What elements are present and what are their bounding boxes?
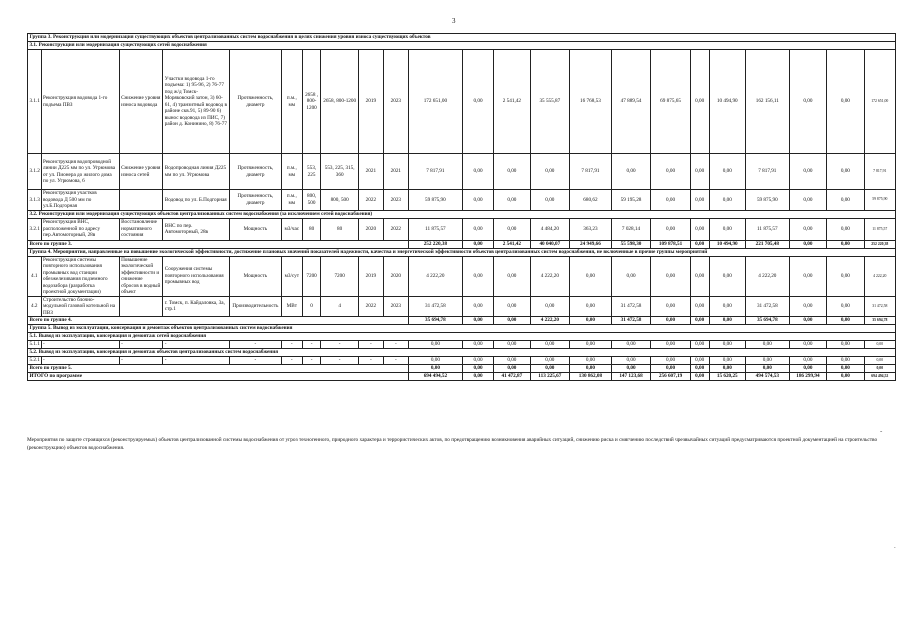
table-cell: 0,00 — [570, 296, 612, 317]
table-cell: 0,00 — [745, 341, 789, 349]
table-cell: 2022 — [383, 218, 408, 240]
total-cell: 0,00 — [864, 365, 895, 373]
total-cell: 41 472,87 — [494, 373, 530, 381]
total-cell: 31 472,58 — [611, 317, 651, 325]
total-label: Всего по группе 4. — [28, 317, 409, 325]
table-cell: г. Томск, п. Кайдаловка, 3а, стр.1 — [163, 296, 230, 317]
table-cell: 0,00 — [651, 341, 691, 349]
table-cell: 0,00 — [651, 218, 691, 240]
group-heading-row — [28, 349, 896, 357]
table-cell: 0,00 — [709, 256, 745, 296]
total-cell: 24 949,66 — [570, 240, 612, 248]
table-cell: 2023 — [383, 50, 408, 154]
table-row — [28, 357, 896, 365]
table-cell: 7 817,91 — [408, 154, 462, 190]
table-cell: 0,00 — [827, 341, 864, 349]
table-cell: 0,00 — [789, 256, 826, 296]
table-cell: 3.1.3 — [28, 190, 42, 211]
table-cell: 0,00 — [651, 154, 691, 190]
table-cell: Производительность — [229, 296, 281, 317]
total-cell: 0,00 — [690, 240, 709, 248]
table-cell: 4 222,20 — [530, 256, 570, 296]
total-cell: 694 494,52 — [864, 373, 895, 381]
table-cell: 0,00 — [570, 341, 612, 349]
total-cell: 0,00 — [709, 365, 745, 373]
total-label: Всего по группе 5. — [28, 365, 409, 373]
table-cell: 31 472,58 — [611, 296, 651, 317]
table-cell: 0,00 — [690, 218, 709, 240]
table-row — [28, 256, 896, 296]
table-cell: 2023 — [383, 296, 408, 317]
total-row — [28, 373, 896, 381]
table-cell: 0,00 — [789, 341, 826, 349]
total-cell: 0,00 — [709, 317, 745, 325]
group-heading-row — [28, 248, 896, 256]
table-cell: 0,00 — [789, 190, 826, 211]
table-cell: ВНС по пер. Автомоторный, 28в — [163, 218, 230, 240]
table-cell: 59 195,28 — [611, 190, 651, 211]
table-cell: 0,00 — [611, 357, 651, 365]
table-cell: 69 875,65 — [651, 50, 691, 154]
table-cell: 0,00 — [827, 154, 864, 190]
table-cell: 0,00 — [570, 256, 612, 296]
table-cell: 31 472,58 — [864, 296, 895, 317]
table-cell: 0,00 — [570, 357, 612, 365]
table-cell: 0,00 — [709, 154, 745, 190]
total-row — [28, 365, 896, 373]
total-cell: 0,00 — [462, 373, 493, 381]
table-cell: 47 889,54 — [611, 50, 651, 154]
table-cell: 0,00 — [690, 154, 709, 190]
table-cell: 0,00 — [494, 190, 530, 211]
table-cell: 5.2.1 — [29, 357, 40, 364]
table-cell: Протяженность, диаметр — [229, 50, 281, 154]
table-cell: 2658, 800-1200 — [321, 50, 358, 154]
table-cell: 0,00 — [789, 296, 826, 317]
table-cell: 553, 225 — [302, 154, 321, 190]
table-cell: 5.1.1 — [29, 341, 40, 348]
table-cell: 4.2 — [28, 296, 42, 317]
group-heading: 5.2. Вывод из эксплуатации, консервация и демонтаж объектов централизованных систем водоснабжения — [28, 349, 896, 357]
table-cell: Протяженность, диаметр — [229, 190, 281, 211]
table-cell: 0,00 — [530, 190, 570, 211]
table-cell: - — [321, 357, 358, 365]
table-cell: 553, 225, 315, 360 — [321, 154, 358, 190]
table-cell: 2021 — [383, 154, 408, 190]
table-cell: 2021 — [358, 154, 383, 190]
total-cell: 35 694,78 — [745, 317, 789, 325]
total-cell: 0,00 — [789, 317, 826, 325]
table-cell: 0,00 — [611, 154, 651, 190]
table-cell: Водовод по ул. Б.Подгорная — [163, 190, 230, 211]
table-cell: 3.1.2 — [28, 154, 42, 190]
total-cell: 0,00 — [789, 365, 826, 373]
table-cell: 0,00 — [462, 50, 493, 154]
table-cell: Реконструкция водопроводной линии Д225 мм по ул. Угрюмова от ул. Пионера до жилого дома по ул. Угрюмова, 6 — [41, 154, 119, 190]
total-cell: 0,00 — [530, 365, 570, 373]
page-number: 3 — [452, 17, 456, 25]
total-cell: 186 299,94 — [789, 373, 826, 381]
total-row — [28, 240, 896, 248]
table-cell: 2019 — [358, 256, 383, 296]
table-cell: 59 875,90 — [408, 190, 462, 211]
table-cell: - — [383, 357, 408, 365]
table-cell: Снижение уровня износа сетей — [119, 154, 163, 190]
table-cell: - — [302, 341, 321, 349]
table-cell: 0,00 — [651, 296, 691, 317]
total-cell: 0,00 — [789, 240, 826, 248]
total-cell: 0,00 — [651, 317, 691, 325]
table-cell: - — [358, 357, 383, 365]
table-cell: 7 817,91 — [864, 154, 895, 190]
table-cell: 2022 — [358, 190, 383, 211]
table-cell: 162 156,11 — [745, 50, 789, 154]
table-row — [28, 190, 896, 211]
total-cell: 147 123,68 — [611, 373, 651, 381]
investment-program-table — [27, 33, 896, 381]
table-cell: - — [281, 357, 302, 365]
total-cell: 0,00 — [827, 317, 864, 325]
table-cell: 2658 , 800-1200 — [302, 50, 321, 154]
table-cell: 0,00 — [408, 357, 462, 365]
table-cell: 0 — [302, 296, 321, 317]
total-cell: 35 694,78 — [408, 317, 462, 325]
table-cell: 0,00 — [827, 218, 864, 240]
table-cell: Сооружения системы повторного использования промывных вод — [163, 256, 230, 296]
table-cell: 0,00 — [827, 50, 864, 154]
total-cell: 55 598,30 — [611, 240, 651, 248]
table-cell: 11 875,57 — [408, 218, 462, 240]
table-cell: п.м., мм — [281, 50, 302, 154]
footnote: Мероприятия по защите строящихся (реконструируемых) объектов централизованной системы водоснабжения от угроз техногенного, природного характера и террористических актов, по предотвращению возникновения аварийных ситуаций, снижению риска и смягчению последствий чрезвычайных ситуаций предусматриваются проектной документацией на строительство (реконструкцию) объектов водоснабжения. — [27, 437, 878, 452]
table-cell: - — [41, 341, 119, 349]
table-cell: 0,00 — [690, 357, 709, 365]
table-cell — [119, 296, 163, 317]
table-cell: 0,00 — [789, 154, 826, 190]
total-cell: 40 040,07 — [530, 240, 570, 248]
table-cell: Строительство блочно-модульной газовой котельной на ПВЗ — [41, 296, 119, 317]
table-cell: 11 875,57 — [864, 218, 895, 240]
total-label: Всего по группе 3. — [28, 240, 409, 248]
table-cell: 0,00 — [827, 190, 864, 211]
table-cell: 10 494,90 — [709, 50, 745, 154]
table-row — [28, 50, 896, 154]
table-cell: 0,00 — [651, 256, 691, 296]
table-cell: Водопроводная линия Д225 мм по ул. Угрюмова — [163, 154, 230, 190]
table-cell: 0,00 — [789, 357, 826, 365]
total-cell: 109 878,51 — [651, 240, 691, 248]
table-cell: 2022 — [358, 296, 383, 317]
table-cell: м3/сут — [281, 256, 302, 296]
table-cell: Повышение экологической эффективности и снижение сбросов в водный объект — [119, 256, 163, 296]
table-cell: 0,00 — [827, 296, 864, 317]
table-cell: 0,00 — [709, 190, 745, 211]
table-cell: - — [302, 357, 321, 365]
table-cell: 0,00 — [864, 357, 895, 365]
table-cell: 363,23 — [570, 218, 612, 240]
table-cell: 0,00 — [611, 341, 651, 349]
total-cell: 4 222,20 — [530, 317, 570, 325]
total-cell: 221 705,48 — [745, 240, 789, 248]
table-cell: 7200 — [302, 256, 321, 296]
table-cell: Участки водовода 1-го подъема: 1) 95-96, 2) 76-77 под ж/д Томск-Моряковский затон, 3) 60-61, 4) транзитный водовод в районе скв.91, 5) 89-90 6) вынос водовода из ПИС, 7) район д. Конинино, 8) 76-77 — [163, 50, 230, 154]
table-cell: 0,00 — [745, 357, 789, 365]
table-cell: 0,00 — [530, 296, 570, 317]
table-cell: 0,00 — [462, 256, 493, 296]
group-heading-row — [28, 333, 896, 341]
table-cell: МВт — [281, 296, 302, 317]
table-cell: Мощность — [229, 218, 281, 240]
table-row — [28, 341, 896, 349]
table-cell: 4 222,20 — [745, 256, 789, 296]
table-cell: 2020 — [358, 218, 383, 240]
total-cell: 0,00 — [494, 317, 530, 325]
table-cell: 0,00 — [709, 341, 745, 349]
total-cell: 0,00 — [690, 365, 709, 373]
table-cell: 0,00 — [690, 190, 709, 211]
table-cell: 0,00 — [494, 218, 530, 240]
table-cell: 800, 500 — [302, 190, 321, 211]
group-heading: Группа 5. Вывод из эксплуатации, консервация и демонтаж объектов централизованных систем водоснабжения — [28, 325, 896, 333]
table-cell: 0,00 — [651, 190, 691, 211]
table-cell: 680,62 — [570, 190, 612, 211]
total-cell: 0,00 — [827, 240, 864, 248]
margin-mark: . — [894, 542, 896, 550]
table-cell: 3.1.1 — [28, 50, 42, 154]
group-heading: Группа 4. Мероприятия, направленные на повышение экологической эффективности, достижение плановых значений показателей надежности, качества и энергетической эффективности объектов централизованных систем водоснабжения, не включенные в прочие группы мероприятий — [28, 248, 896, 256]
group-heading: 3.2. Реконструкция или модернизация существующих объектов централизованных систем водоснабжения (за исключением сетей водоснабжения) — [28, 210, 896, 218]
group-heading-row — [28, 42, 896, 50]
table-cell: Реконструкция водовода 1-го подъема ПВЗ — [41, 50, 119, 154]
group-heading: 5.1. Вывод из эксплуатации, консервация и демонтаж сетей водоснабжения — [28, 333, 896, 341]
table-cell: 0,00 — [494, 357, 530, 365]
table-cell: - — [163, 357, 230, 365]
table-cell: 0,00 — [530, 154, 570, 190]
total-cell: 252 220,38 — [864, 240, 895, 248]
table-cell: 0,00 — [611, 256, 651, 296]
table-cell: 0,00 — [408, 341, 462, 349]
total-cell: 0,00 — [827, 373, 864, 381]
total-cell: 0,00 — [611, 365, 651, 373]
margin-mark: - — [880, 427, 883, 435]
table-cell: 4 — [321, 296, 358, 317]
table-cell: 2019 — [358, 50, 383, 154]
total-cell: 0,00 — [494, 365, 530, 373]
total-cell: 494 574,53 — [745, 373, 789, 381]
table-cell: - — [229, 357, 281, 365]
group-heading-row — [28, 325, 896, 333]
table-cell: Реконструкция участков водовода Д 500 мм по ул.Б.Подгорная — [41, 190, 119, 211]
table-cell: 0,00 — [690, 341, 709, 349]
table-cell: 0,00 — [690, 296, 709, 317]
table-cell: - — [229, 341, 281, 349]
total-cell: 15 620,25 — [709, 373, 745, 381]
table-cell: 35 555,87 — [530, 50, 570, 154]
table-cell: 0,00 — [789, 218, 826, 240]
total-cell: 2 541,42 — [494, 240, 530, 248]
total-cell: 694 494,52 — [408, 373, 462, 381]
table-cell: м3/час — [281, 218, 302, 240]
group-heading: 3.1. Реконструкция или модернизация существующих сетей водоснабжения — [28, 42, 896, 50]
table-cell: 31 472,58 — [745, 296, 789, 317]
table-cell: 7 817,91 — [745, 154, 789, 190]
table-row — [28, 218, 896, 240]
table-cell: п.м., мм — [281, 190, 302, 211]
table-cell: 31 472,58 — [408, 296, 462, 317]
table-cell: 800, 500 — [321, 190, 358, 211]
table-cell: 0,00 — [462, 218, 493, 240]
table-cell: 2023 — [383, 190, 408, 211]
table-cell: Снижение уровня износа водовода — [119, 50, 163, 154]
table-cell: Реконструкция ВНС, расположенной по адресу пер.Автомоторный, 28в — [41, 218, 119, 240]
table-cell: 0,00 — [494, 341, 530, 349]
table-cell: - — [358, 341, 383, 349]
table-cell: 0,00 — [494, 296, 530, 317]
table-cell: 4 222,20 — [408, 256, 462, 296]
total-cell: 0,00 — [651, 365, 691, 373]
table-cell: 11 875,57 — [745, 218, 789, 240]
table-cell: 0,00 — [494, 256, 530, 296]
table-cell: - — [321, 341, 358, 349]
total-cell: 35 694,78 — [864, 317, 895, 325]
table-cell: Мощность — [229, 256, 281, 296]
table-cell: 0,00 — [530, 357, 570, 365]
total-cell: 0,00 — [690, 317, 709, 325]
table-cell: 7 028,14 — [611, 218, 651, 240]
group-heading: Группа 3. Реконструкция или модернизация существующих объектов централизованных систем водоснабжения в целях снижения уровня износа существующих объектов — [28, 34, 896, 42]
table-cell: 0,00 — [709, 218, 745, 240]
table-cell: 4.1 — [28, 256, 42, 296]
total-cell: 0,00 — [462, 317, 493, 325]
table-cell: 0,00 — [462, 154, 493, 190]
table-cell: 0,00 — [690, 256, 709, 296]
total-cell: 0,00 — [462, 365, 493, 373]
group-heading-row — [28, 210, 896, 218]
table-cell: 7200 — [321, 256, 358, 296]
total-cell: 0,00 — [462, 240, 493, 248]
table-cell: 0,00 — [462, 190, 493, 211]
table-cell: 0,00 — [709, 357, 745, 365]
table-row — [28, 154, 896, 190]
table-cell: 0,00 — [709, 296, 745, 317]
table-cell: 2020 — [383, 256, 408, 296]
total-cell: 10 494,90 — [709, 240, 745, 248]
table-cell: 0,00 — [789, 50, 826, 154]
table-cell: 4 222,20 — [864, 256, 895, 296]
table-cell: 7 817,91 — [570, 154, 612, 190]
total-cell: 0,00 — [570, 317, 612, 325]
table-cell: 3.2.1 — [28, 218, 42, 240]
total-label: ИТОГО по программе — [28, 373, 409, 381]
table-cell: 0,00 — [494, 154, 530, 190]
table-cell: - — [119, 341, 163, 349]
table-cell: 0,00 — [827, 256, 864, 296]
table-cell: 0,00 — [827, 357, 864, 365]
total-row — [28, 317, 896, 325]
table-cell: 4 484,20 — [530, 218, 570, 240]
table-cell: 59 875,90 — [864, 190, 895, 211]
table-cell: Реконструкция системы повторного использования промывных вод станции обезжелезивания подземного водозабора (разработка проектной документации) — [41, 256, 119, 296]
table-cell: Восстановление нормативного состояния — [119, 218, 163, 240]
table-cell: 0,00 — [690, 50, 709, 154]
table-cell: - — [383, 341, 408, 349]
table-cell: 172 651,00 — [864, 50, 895, 154]
table-cell: 2 541,42 — [494, 50, 530, 154]
total-cell: 0,00 — [690, 373, 709, 381]
total-cell: 0,00 — [570, 365, 612, 373]
table-cell: 80 — [321, 218, 358, 240]
table-cell: 16 768,53 — [570, 50, 612, 154]
table-cell: 80 — [302, 218, 321, 240]
total-cell: 256 607,19 — [651, 373, 691, 381]
total-cell: 252 220,38 — [408, 240, 462, 248]
table-cell: п.м., мм — [281, 154, 302, 190]
table-cell: - — [163, 341, 230, 349]
table-cell: Протяженность, диаметр — [229, 154, 281, 190]
table-cell: 0,00 — [651, 357, 691, 365]
table-cell: 0,00 — [462, 357, 493, 365]
table-cell: 59 875,90 — [745, 190, 789, 211]
total-cell: 113 225,67 — [530, 373, 570, 381]
group-heading-row — [28, 34, 896, 42]
table-cell: 0,00 — [864, 341, 895, 349]
table-cell: - — [281, 341, 302, 349]
total-cell: 0,00 — [408, 365, 462, 373]
total-cell: 130 862,08 — [570, 373, 612, 381]
table-cell: 0,00 — [462, 296, 493, 317]
total-cell: 0,00 — [745, 365, 789, 373]
table-cell: 0,00 — [462, 341, 493, 349]
table-cell — [119, 190, 163, 211]
table-cell: - — [41, 357, 119, 365]
table-cell: - — [119, 357, 163, 365]
table-row — [28, 296, 896, 317]
table-cell: 0,00 — [530, 341, 570, 349]
total-cell: 0,00 — [827, 365, 864, 373]
table-cell: 172 651,00 — [408, 50, 462, 154]
